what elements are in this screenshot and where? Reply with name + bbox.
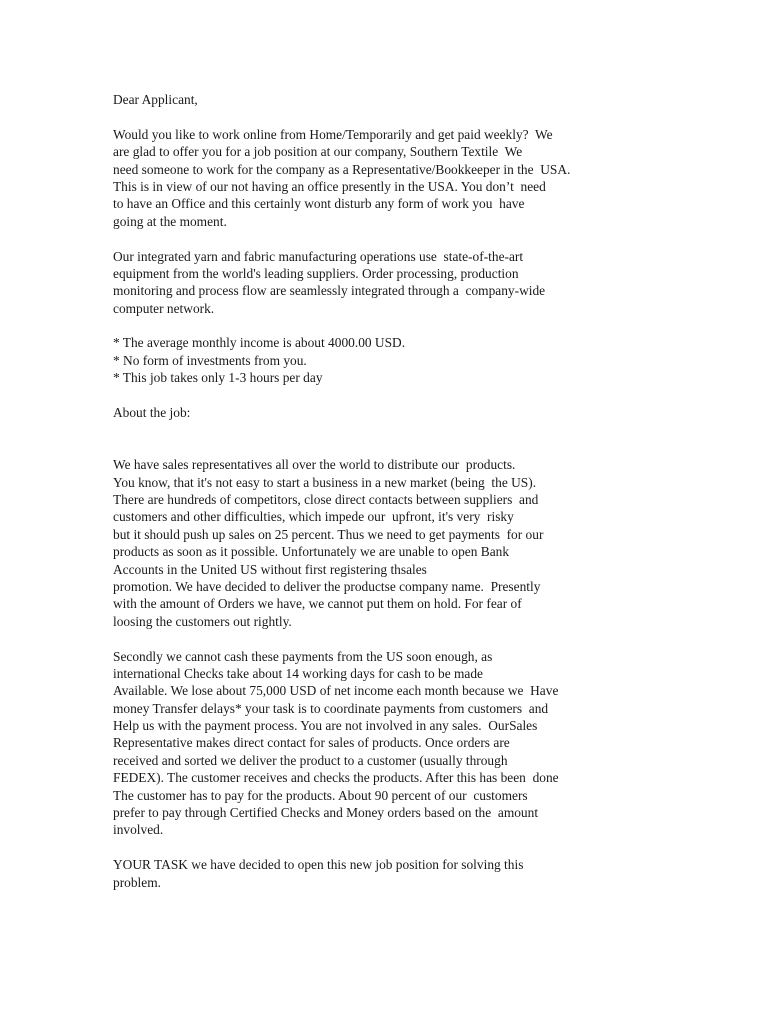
text-line: loosing the customers out rightly. xyxy=(113,613,292,629)
bullet-item: * No form of investments from you. xyxy=(113,352,307,368)
paragraph-gap xyxy=(113,108,753,125)
text-line: received and sorted we deliver the product to a customer (usually through xyxy=(113,752,508,768)
text-line: promotion. We have decided to deliver the productse company name. Presently xyxy=(113,578,541,594)
about-heading: About the job: xyxy=(113,405,191,421)
text-line: with the amount of Orders we have, we cannot put them on hold. For fear of xyxy=(113,596,522,612)
text-line: Accounts in the United US without first registering thsales xyxy=(113,561,427,577)
text-line: YOUR TASK we have decided to open this new job position for solving this xyxy=(113,857,524,873)
paragraph-gap xyxy=(113,230,753,247)
text-line: international Checks take about 14 working days for cash to be made xyxy=(113,665,483,681)
text-line: customers and other difficulties, which impede our upfront, it's very risky xyxy=(113,509,514,525)
text-line: You know, that it's not easy to start a business in a new market (being the US). xyxy=(113,474,537,490)
bullet-list xyxy=(113,334,753,386)
text-line: going at the moment. xyxy=(113,213,227,229)
text-line: problem. xyxy=(113,874,161,890)
text-line: money Transfer delays* your task is to coordinate payments from customers and xyxy=(113,700,549,716)
text-line: to have an Office and this certainly wont disturb any form of work you have xyxy=(113,196,525,212)
paragraph-payments xyxy=(113,648,753,839)
text-line: Available. We lose about 75,000 USD of net income each month because we Have xyxy=(113,683,559,699)
text-line: We have sales representatives all over the world to distribute our products. xyxy=(113,457,516,473)
text-line: but it should push up sales on 25 percent. Thus we need to get payments for our xyxy=(113,526,544,542)
text-line: prefer to pay through Certified Checks and Money orders based on the amount xyxy=(113,805,539,821)
paragraph-intro xyxy=(113,126,753,230)
paragraph-gap xyxy=(113,387,753,404)
text-line: involved. xyxy=(113,822,164,838)
paragraph-gap xyxy=(113,839,753,856)
paragraph-sales xyxy=(113,456,753,630)
text-line: Help us with the payment process. You are not involved in any sales. OurSales xyxy=(113,718,538,734)
paragraph-gap xyxy=(113,421,753,456)
text-line: The customer has to pay for the products. About 90 percent of our customers xyxy=(113,787,528,803)
bullet-item: * This job takes only 1-3 hours per day xyxy=(113,370,323,386)
text-line: are glad to offer you for a job position at our company, Southern Textile We xyxy=(113,144,523,160)
paragraph-task xyxy=(113,856,753,891)
text-line: Our integrated yarn and fabric manufacturing operations use state-of-the-art xyxy=(113,248,524,264)
bullet-item: * The average monthly income is about 4000.00 USD. xyxy=(113,335,406,351)
paragraph-gap xyxy=(113,630,753,647)
paragraph-gap xyxy=(113,317,753,334)
paragraph-company xyxy=(113,248,753,318)
text-line: Representative makes direct contact for sales of products. Once orders are xyxy=(113,735,510,751)
text-line: Secondly we cannot cash these payments from the US soon enough, as xyxy=(113,648,493,664)
text-line: monitoring and process flow are seamlessly integrated through a company-wide xyxy=(113,283,546,299)
salutation: Dear Applicant, xyxy=(113,92,198,107)
text-line: equipment from the world's leading suppliers. Order processing, production xyxy=(113,265,519,281)
letter-body xyxy=(113,91,753,891)
text-line: There are hundreds of competitors, close direct contacts between suppliers and xyxy=(113,492,539,507)
text-line: computer network. xyxy=(113,300,215,316)
text-line: products as soon as it possible. Unfortunately we are unable to open Bank xyxy=(113,544,510,560)
text-line: FEDEX). The customer receives and checks the products. After this has been done xyxy=(113,770,559,786)
text-line: need someone to work for the company as a Representative/Bookkeeper in the USA. xyxy=(113,161,571,177)
text-line: This is in view of our not having an office presently in the USA. You don’t need xyxy=(113,178,546,194)
text-line: Would you like to work online from Home/Temporarily and get paid weekly? We xyxy=(113,126,553,142)
